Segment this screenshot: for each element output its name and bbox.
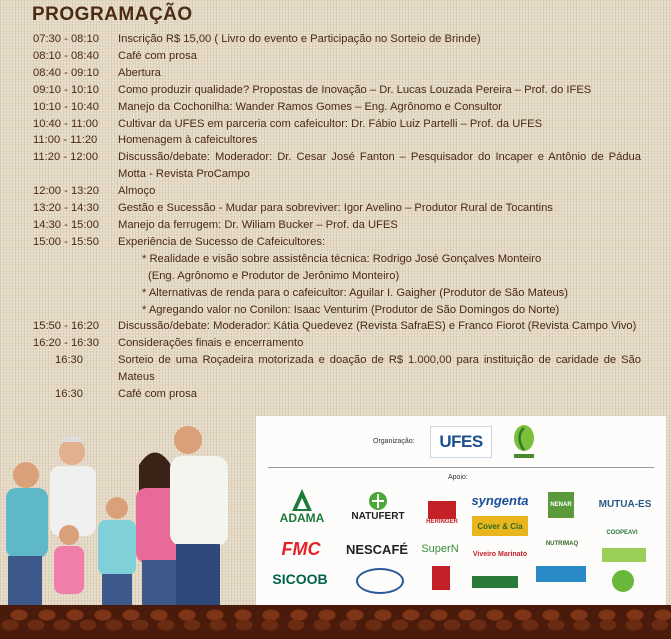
coffee-beans-border: [0, 605, 671, 639]
page-title: PROGRAMAÇÃO: [32, 4, 193, 25]
schedule-description: Café com prosa: [118, 388, 197, 401]
event-logo: [511, 422, 537, 462]
schedule-description: Abertura: [118, 66, 161, 79]
schedule-row: [33, 82, 641, 99]
schedule-description: Manejo da ferrugem: Dr. Wiliam Bucker – Prof. da UFES: [118, 218, 398, 231]
ufes-logo: UFES: [430, 426, 492, 458]
sponsor-logo-instituto: [472, 576, 518, 588]
schedule-row: [33, 386, 641, 403]
sponsor-logo-red: [432, 566, 450, 590]
schedule-time: 13:20 - 14:30: [33, 202, 99, 215]
schedule-time: 07:30 - 08:10: [33, 33, 99, 45]
schedule-row: [33, 352, 641, 386]
schedule-row: [33, 149, 641, 183]
schedule-description: Discussão/debate: Moderador: Kátia Quedevez (Revista SafraES) e Franco Fiorot (Revista Campo Vivo): [118, 320, 637, 333]
schedule-row: [33, 132, 641, 149]
schedule-row: [33, 234, 641, 251]
schedule-time: 08:10 - 08:40: [33, 49, 99, 62]
sponsor-logo-round: [612, 570, 634, 592]
schedule-description: Experiência de Sucesso de Cafeicultores:: [118, 235, 326, 248]
schedule-description: Considerações finais e encerramento: [118, 337, 304, 350]
organizer-label: Organização:: [373, 438, 415, 445]
schedule-row: [33, 65, 641, 82]
sponsor-logo-green: [602, 548, 646, 562]
schedule-row: [33, 31, 641, 48]
nutrimaq-logo: NUTRIMAQ: [545, 541, 579, 547]
schedule-time: 11:00 - 11:20: [33, 134, 98, 147]
schedule-time: 09:10 - 10:10: [33, 83, 99, 96]
divider: [268, 467, 654, 468]
schedule-row: [33, 335, 641, 352]
schedule-row: [33, 318, 641, 335]
leaf-icon: [367, 491, 389, 511]
schedule-time: 10:40 - 11:00: [33, 117, 99, 130]
schedule-row: [33, 200, 641, 217]
speaker-item: (Eng. Agrônomo e Produtor de Jerônimo Monteiro): [148, 269, 400, 282]
sicoob-logo: SICOOB: [272, 571, 328, 587]
schedule-time: 16:20 - 16:30: [33, 337, 99, 350]
speaker-item: * Alternativas de renda para o cafeicultor: Aguilar I. Gaigher (Produtor de São Mateus): [142, 286, 568, 299]
sponsor-logo-oval: [356, 568, 404, 594]
schedule-description: Inscrição R$ 15,00 ( Livro do evento e Participação no Sorteio de Brinde): [118, 33, 481, 45]
schedule-description: Como produzir qualidade? Propostas de Inovação – Dr. Lucas Louzada Pereira – Prof. do IFES: [118, 83, 592, 96]
schedule-description: Discussão/debate: Moderador: Dr. Cesar José Fanton – Pesquisador do Incaper e Antônio de Pádua Motta - Revista ProCampo: [118, 151, 641, 181]
schedule-row: [33, 99, 641, 116]
heringer-logo: HERINGER: [420, 498, 464, 528]
fmc-logo: FMC: [281, 538, 321, 559]
natufert-logo: NATUFERT: [348, 486, 408, 526]
speaker-item: * Realidade e visão sobre assistência técnica: Rodrigo José Gonçalves Monteiro: [142, 252, 542, 265]
schedule-description: Manejo da Cochonilha: Wander Ramos Gomes – Eng. Agrônomo e Consultor: [118, 100, 502, 113]
adama-logo: ADAMA: [272, 484, 332, 530]
nenar-logo: NENAR: [548, 492, 574, 518]
schedule-row: [33, 48, 641, 65]
speaker-item: * Agregando valor no Conilon: Isaac Venturim (Produtor de São Domingos do Norte): [142, 303, 560, 316]
syngenta-logo: syngenta: [471, 492, 529, 508]
schedule-time: 14:30 - 15:00: [33, 218, 99, 231]
schedule-time: 11:20 - 12:00: [33, 151, 99, 164]
viveiro-logo: Viveiro Marinato: [472, 550, 528, 558]
schedule-list: [33, 31, 641, 403]
schedule-time: 10:10 - 10:40: [33, 100, 99, 113]
schedule-time: 08:40 - 09:10: [33, 66, 99, 79]
schedule-time: 15:00 - 15:50: [33, 235, 99, 248]
schedule-description: Homenagem à cafeicultores: [118, 134, 258, 147]
schedule-row: [33, 217, 641, 234]
schedule-description: Cultivar da UFES em parceria com cafeicultor: Dr. Fábio Luiz Partelli – Prof. da UFES: [118, 117, 543, 130]
supern-logo: SuperN: [421, 543, 459, 555]
nescafe-logo: NESCAFÉ: [345, 541, 409, 557]
sponsor-logo-blue: [536, 566, 586, 582]
schedule-description: Almoço: [118, 185, 156, 198]
mutua-logo: MUTUA-ES: [598, 498, 652, 510]
schedule-time: 15:50 - 16:20: [33, 320, 99, 333]
schedule-description: Sorteio de uma Roçadeira motorizada e doação de R$ 1.000,00 para instituição de caridade de São Mateus: [118, 354, 641, 384]
support-label: Apoio:: [448, 474, 468, 481]
schedule-time: 16:30: [55, 388, 83, 401]
cover-logo: Cover & Cia: [472, 516, 528, 536]
coopeavi-logo: COOPEAVI: [606, 530, 638, 536]
adama-icon: [292, 489, 312, 511]
schedule-time: 12:00 - 13:20: [33, 185, 99, 198]
schedule-description: Café com prosa: [118, 49, 197, 62]
sponsors-panel: [256, 416, 666, 606]
schedule-description: Gestão e Sucessão - Mudar para sobreviver: Igor Avelino – Produtor Rural de Tocantins: [118, 202, 553, 215]
schedule-row: [33, 116, 641, 133]
schedule-row: [33, 183, 641, 200]
schedule-time: 16:30: [55, 354, 83, 367]
